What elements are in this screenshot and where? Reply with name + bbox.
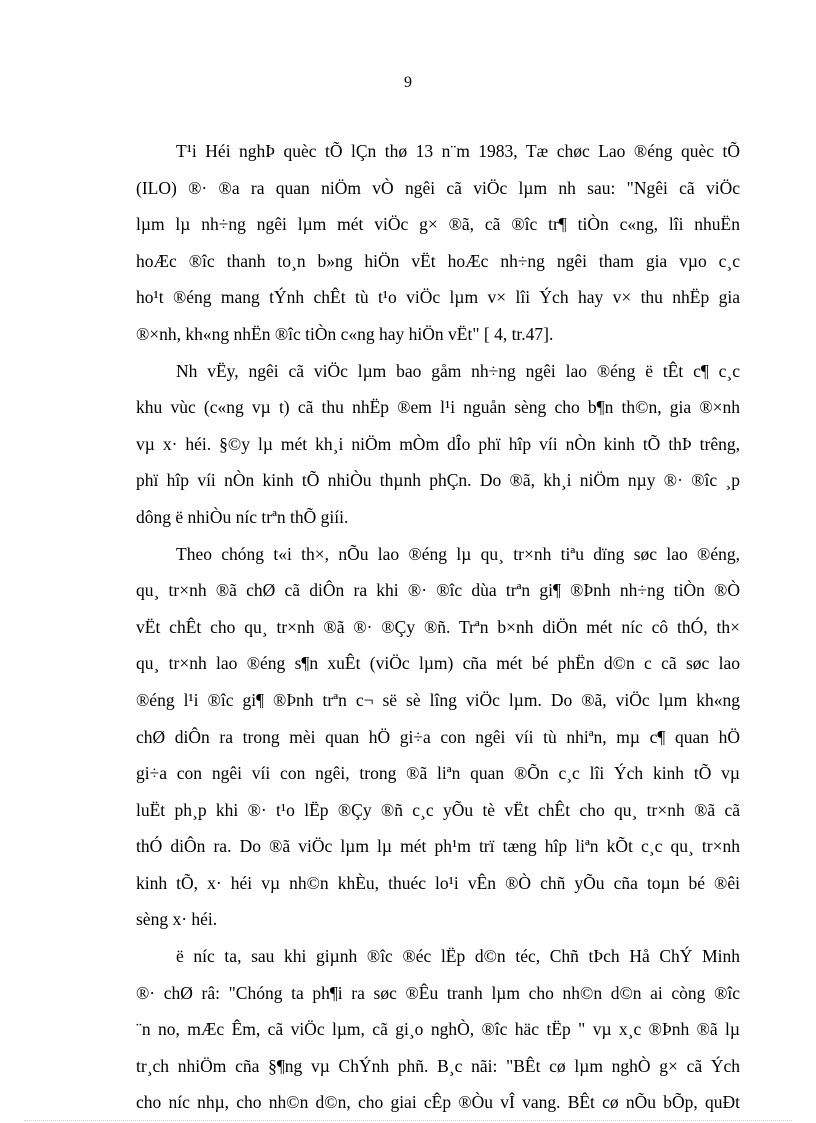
body-text <box>136 133 740 1121</box>
text-line: chØ diÔn ra trong mèi quan hÖ gi÷a con ngêi víi tù nhiªn, mµ c¶ quan hÖ <box>136 726 740 747</box>
text-line: Nh vËy, ngêi cã viÖc lµm bao gåm nh÷ng ngêi lao ®éng ë tÊt c¶ c¸c <box>176 360 740 381</box>
text-line: ë níc ta, sau khi giµnh ®îc ®éc lËp d©n téc, Chñ tÞch Hå ChÝ Minh <box>176 946 740 967</box>
text-line: ®×nh, kh«ng nhËn ®îc tiÒn c«ng hay hiÖn vËt" [ 4, tr.47]. <box>136 323 554 344</box>
text-line: vµ x· héi. §©y lµ mét kh¸i niÖm mÒm dÎo phï hîp víi nÒn kinh tÕ thÞ trêng, <box>136 433 740 454</box>
text-line: sèng x· héi. <box>136 909 218 930</box>
text-line: vËt chÊt cho qu¸ tr×nh ®ã ®· ®Çy ®ñ. Trªn b×nh diÖn mét níc cô thÓ, th× <box>136 616 740 637</box>
page-number: 9 <box>404 74 412 91</box>
text-line: thÓ diÔn ra. Do ®ã viÖc lµm lµ mét ph¹m trï tæng hîp liªn kÕt c¸c qu¸ tr×nh <box>136 836 740 857</box>
text-line: ¨n no, mÆc Êm, cã viÖc lµm, cã gi¸o nghÒ, ®îc häc tËp " vµ x¸c ®Þnh ®ã lµ <box>136 1019 740 1040</box>
text-line: khu vùc (c«ng vµ t) cã thu nhËp ®em l¹i nguån sèng cho b¶n th©n, gia ®×nh <box>136 397 740 418</box>
text-line: phï hîp víi nÒn kinh tÕ nhiÒu thµnh phÇn. Do ®ã, kh¸i niÖm nµy ®· ®îc ¸p <box>136 470 740 491</box>
text-line: ®· chØ râ: "Chóng ta ph¶i ra søc ®Êu tranh lµm cho nh©n d©n ai còng ®îc <box>136 982 740 1003</box>
text-line: hoÆc ®îc thanh to¸n b»ng hiÖn vËt hoÆc nh÷ng ngêi tham gia vµo c¸c <box>136 250 740 271</box>
text-line: lµm lµ nh÷ng ngêi lµm mét viÖc g× ®ã, cã ®îc tr¶ tiÒn c«ng, lîi nhuËn <box>136 214 740 235</box>
text-line: dông ë nhiÒu níc trªn thÕ giíi. <box>136 506 349 527</box>
page-bottom-border <box>24 1120 792 1121</box>
text-line: qu¸ tr×nh ®ã chØ cã diÔn ra khi ®· ®îc dùa trªn gi¶ ®Þnh nh÷ng tiÒn ®Ò <box>136 580 740 601</box>
text-line: (ILO) ®· ®a ra quan niÖm vÒ ngêi cã viÖc lµm nh sau: "Ngêi cã viÖc <box>136 177 740 198</box>
text-line: T¹i Héi nghÞ quèc tÕ lÇn thø 13 n¨m 1983, Tæ chøc Lao ®éng quèc tÕ <box>176 141 740 161</box>
text-line: kinh tÕ, x· héi vµ nh©n khÈu, thuéc lo¹i vÊn ®Ò chñ yÕu cña toµn bé ®êi <box>136 872 740 893</box>
text-line: qu¸ tr×nh lao ®éng s¶n xuÊt (viÖc lµm) cña mét bé phËn d©n c cã søc lao <box>136 653 740 674</box>
text-line: tr¸ch nhiÖm cña §¶ng vµ ChÝnh phñ. B¸c nãi: "BÊt cø lµm nghÒ g× cã Ých <box>136 1055 740 1076</box>
text-line: gi÷a con ngêi víi con ngêi, trong ®ã liªn quan ®Õn c¸c lîi Ých kinh tÕ vµ <box>136 763 740 784</box>
text-line: ho¹t ®éng mang tÝnh chÊt tù t¹o viÖc lµm v× lîi Ých hay v× thu nhËp gia <box>136 287 740 308</box>
text-line: Theo chóng t«i th×, nÕu lao ®éng lµ qu¸ tr×nh tiªu dïng søc lao ®éng, <box>176 543 740 564</box>
text-line: ®éng l¹i ®îc gi¶ ®Þnh trªn c¬ së sè lîng viÖc lµm. Do ®ã, viÖc lµm kh«ng <box>136 689 740 710</box>
text-line: luËt ph¸p khi ®· t¹o lËp ®Çy ®ñ c¸c yÕu tè vËt chÊt cho qu¸ tr×nh ®ã cã <box>136 799 740 820</box>
text-line: cho níc nhµ, cho nh©n d©n, cho giai cÊp ®Òu vÎ vang. BÊt cø nÕu bÕp, quÐt <box>136 1092 740 1113</box>
